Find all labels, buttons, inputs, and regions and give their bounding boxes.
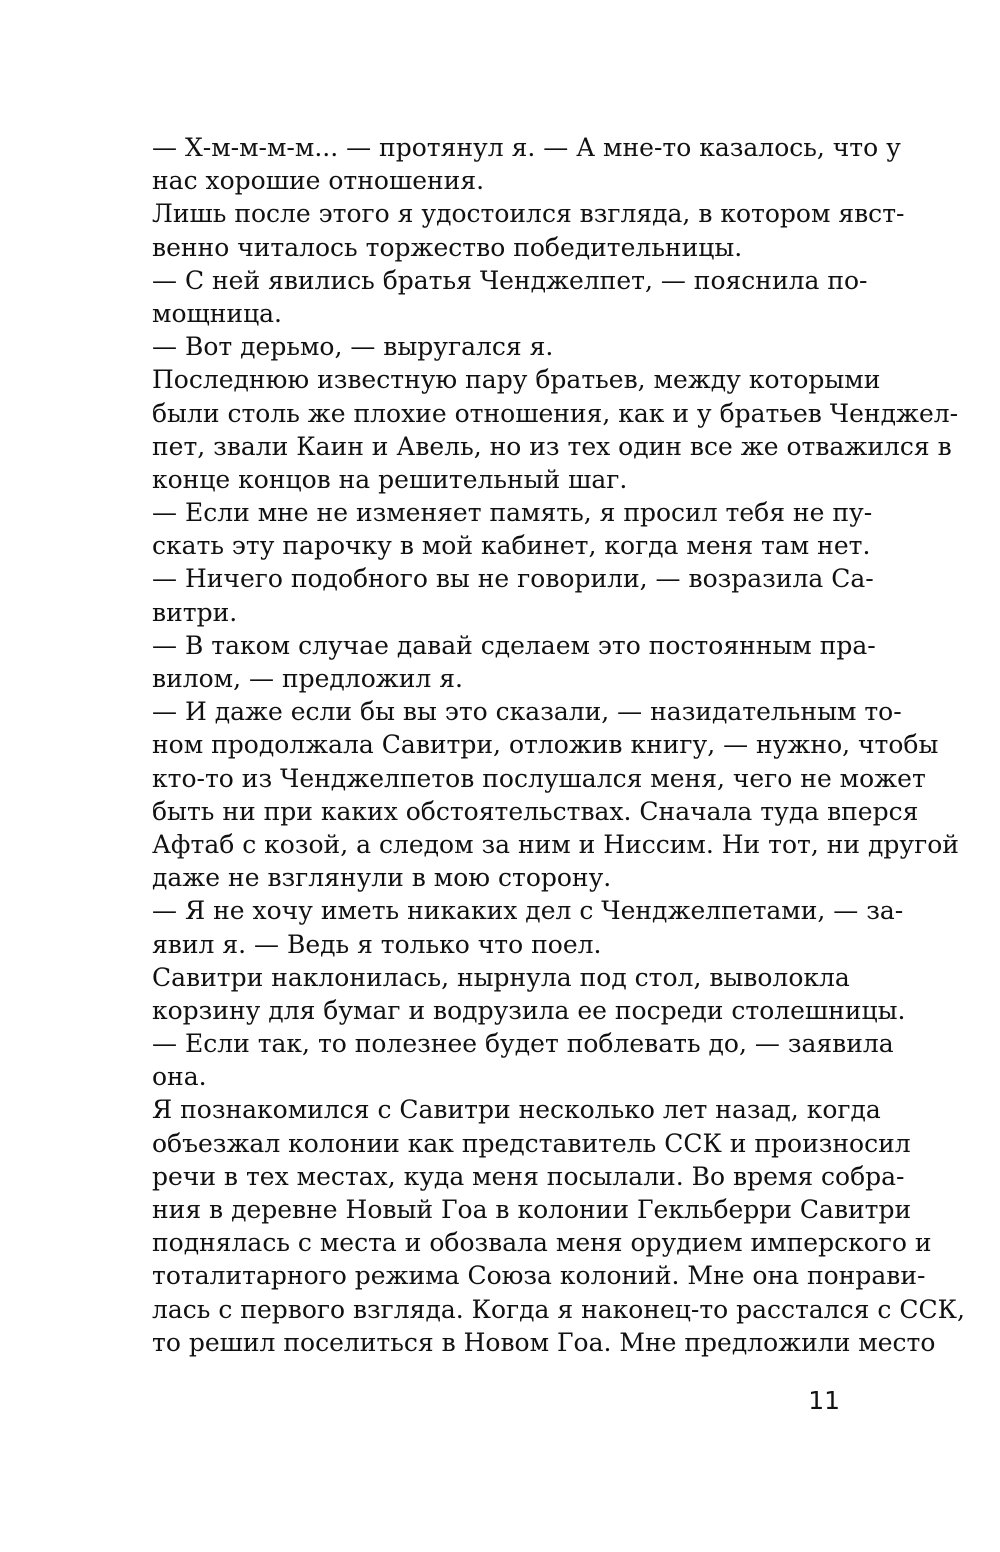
text-line: скать эту парочку в мой кабинет, когда меня там нет. — [152, 531, 871, 561]
text-line: — В таком случае давай сделаем это постоянным пра- — [152, 630, 876, 660]
text-line: поднялась с места и обозвала меня орудием имперского и — [152, 1228, 932, 1258]
text-line: Афтаб с козой, а следом за ним и Ниссим. Ни тот, ни другой — [152, 829, 959, 859]
text-line: кто-то из Ченджелпетов послушался меня, чего не может — [152, 763, 926, 793]
text-line: нас хорошие отношения. — [152, 166, 485, 196]
text-line: вилом, — предложил я. — [152, 664, 463, 693]
text-line: Я познакомился с Савитри несколько лет назад, когда — [152, 1095, 881, 1125]
text-line: то решил поселиться в Новом Гоа. Мне предложили место — [152, 1327, 936, 1357]
text-line: ном продолжала Савитри, отложив книгу, — нужно, чтобы — [152, 730, 939, 760]
text-line: Лишь после этого я удостоился взгляда, в котором явст- — [152, 199, 905, 229]
text-line: лась с первого взгляда. Когда я наконец-то расстался с ССК, — [152, 1294, 965, 1324]
text-line: были столь же плохие отношения, как и у братьев Ченджел- — [152, 398, 959, 428]
text-line: быть ни при каких обстоятельствах. Сначала туда вперся — [152, 796, 919, 826]
page-number: 11 — [808, 1386, 840, 1415]
text-line: — С ней явились братья Ченджелпет, — пояснила по- — [152, 265, 868, 295]
text-line: явил я. — Ведь я только что поел. — [152, 929, 602, 959]
text-line: — И даже если бы вы это сказали, — назидательным то- — [152, 697, 902, 727]
text-line: витри. — [152, 597, 238, 627]
text-line: Савитри наклонилась, нырнула под стол, выволокла — [152, 962, 850, 992]
text-line: — Если мне не изменяет память, я просил тебя не пу- — [152, 498, 873, 528]
text-line: пет, звали Каин и Авель, но из тех один все же отважился в — [152, 431, 952, 461]
text-line: мощница. — [152, 298, 282, 328]
page-body-text — [152, 131, 965, 1359]
text-line: она. — [152, 1062, 207, 1092]
text-line: — Х-м-м-м-м... — протянул я. — А мне-то казалось, что у — [152, 133, 901, 162]
text-line: конце концов на решительный шаг. — [152, 464, 628, 494]
text-line: — Ничего подобного вы не говорили, — возразила Са- — [152, 564, 874, 594]
text-line: — Вот дерьмо, — выругался я. — [152, 332, 554, 362]
text-line: тоталитарного режима Союза колоний. Мне она понрави- — [152, 1261, 926, 1291]
text-line: Последнюю известную пару братьев, между которыми — [152, 365, 881, 395]
text-line: даже не взглянули в мою сторону. — [152, 863, 612, 893]
text-line: речи в тех местах, куда меня посылали. Во время собра- — [152, 1161, 905, 1191]
text-line: ния в деревне Новый Гоа в колонии Гекльберри Савитри — [152, 1195, 912, 1224]
text-line: — Я не хочу иметь никаких дел с Ченджелпетами, — за- — [152, 896, 904, 926]
text-line: венно читалось торжество победительницы. — [152, 232, 743, 262]
text-line: объезжал колонии как представитель ССК и произносил — [152, 1128, 911, 1158]
text-line: — Если так, то полезнее будет поблевать до, — заявила — [152, 1029, 894, 1059]
text-line: корзину для бумаг и водрузила ее посреди столешницы. — [152, 995, 906, 1025]
